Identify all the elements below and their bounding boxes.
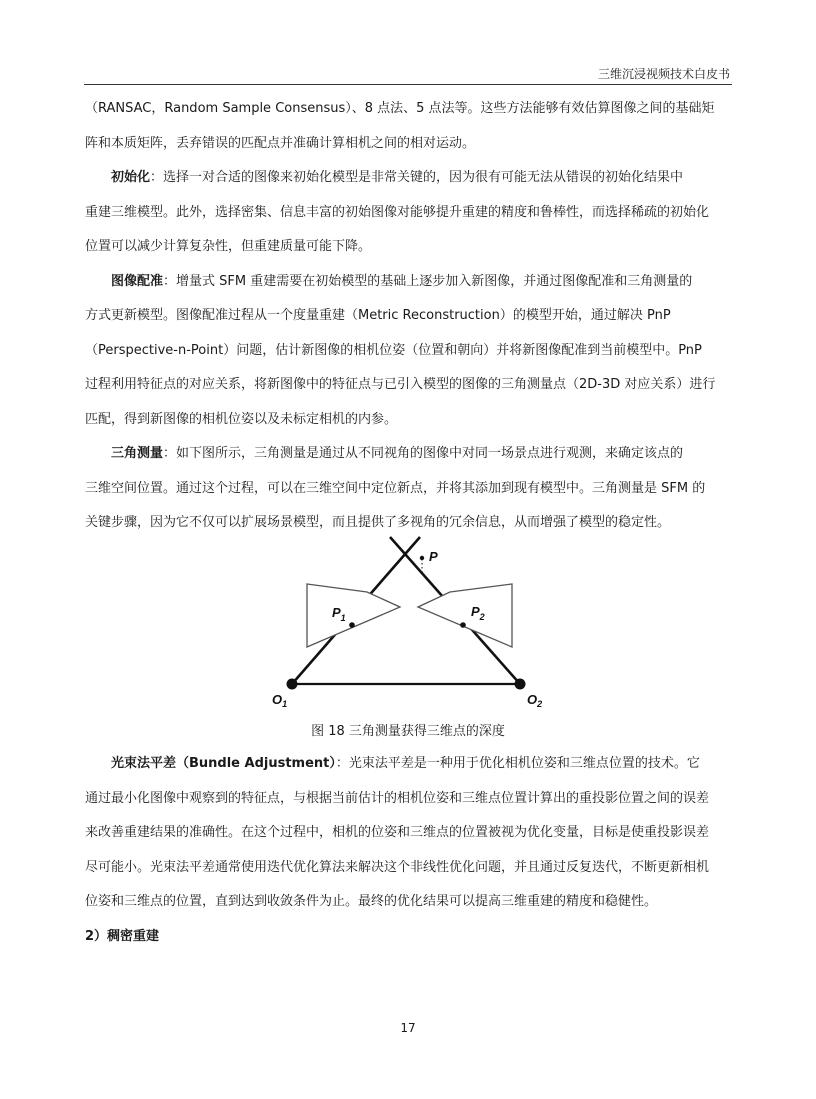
point-p2	[460, 622, 466, 628]
text-line: 重建三维模型。此外，选择密集、信息丰富的初始图像对能够提升重建的精度和鲁棒性，而选择稀疏的初始化	[85, 204, 710, 220]
label-p1: $P_1$	[332, 605, 346, 623]
camera-center-o2	[515, 679, 526, 690]
text-line: 三维空间位置。通过这个过程，可以在三维空间中定位新点，并将其添加到现有模型中。三角测量是 SFM 的	[85, 480, 706, 496]
header-rule	[84, 84, 732, 85]
label-p2: $P_2$	[471, 604, 485, 622]
term-bundle-adjustment: 光束法平差（Bundle Adjustment）	[111, 756, 336, 771]
text-line: 位姿和三维点的位置，直到达到收敛条件为止。最终的优化结果可以提高三维重建的精度和稳健性。	[85, 894, 658, 909]
text-line: 匹配，得到新图像的相机位姿以及未标定相机的内参。	[85, 411, 398, 427]
term-image-registration: 图像配准	[111, 273, 164, 289]
image-plane-left	[307, 584, 400, 647]
triangulation-figure	[270, 532, 560, 710]
term-triangulation: 三角测量	[111, 446, 164, 461]
text-line: 尽可能小。光束法平差通常使用迭代优化算法来解决这个非线性优化问题，并且通过反复迭代，不断更新相机	[85, 859, 710, 875]
figure-caption: 图 18 三角测量获得三维点的深度	[311, 724, 505, 739]
page-number: 17	[400, 1021, 416, 1035]
label-o2: $O_2$	[527, 692, 543, 709]
body-text-bottom	[85, 747, 731, 920]
text-line: （RANSAC，Random Sample Consensus）、8 点法、5 点法等。这些方法能够有效估算图像之间的基础矩	[85, 101, 715, 116]
text-run: ：增量式 SFM 重建需要在初始模型的基础上逐步加入新图像，并通过图像配准和三角测量的	[163, 273, 693, 289]
paragraph-image-registration	[85, 265, 731, 438]
text-line: 来改善重建结果的准确性。在这个过程中，相机的位姿和三维点的位置被视为优化变量，目标是使重投影误差	[85, 825, 710, 840]
paragraph-triangulation	[85, 437, 731, 541]
point-p	[420, 556, 424, 560]
text-line	[85, 161, 731, 196]
text-line: 过程利用特征点的对应关系，将新图像中的特征点与已引入模型的图像的三角测量点（2D-3D 对应关系）进行	[85, 377, 716, 392]
label-o1: $O_1$	[272, 692, 288, 709]
paragraph-ransac	[85, 92, 731, 161]
term-initialization: 初始化	[111, 170, 151, 185]
text-run: ：光束法平差是一种用于优化相机位姿和三维点位置的技术。它	[335, 756, 700, 771]
body-text-top	[85, 92, 731, 541]
paragraph-bundle-adjustment	[85, 747, 731, 920]
text-run: ：如下图所示，三角测量是通过从不同视角的图像中对同一场景点进行观测，来确定该点的	[163, 446, 684, 461]
text-line	[85, 747, 731, 782]
text-line: 关键步骤，因为它不仅可以扩展场景模型，而且提供了多视角的冗余信息，从而增强了模型的稳定性。	[85, 515, 671, 530]
text-line: 通过最小化图像中观察到的特征点，与根据当前估计的相机位姿和三维点位置计算出的重投影位置之间的误差	[85, 790, 710, 806]
text-line: 方式更新模型。图像配准过程从一个度量重建（Metric Reconstruction）的模型开始，通过解决 PnP	[85, 308, 671, 323]
image-plane-right	[418, 584, 512, 647]
point-p1	[349, 622, 355, 628]
running-header: 三维沉浸视频技术白皮书	[597, 67, 730, 81]
camera-center-o1	[287, 679, 298, 690]
label-p: P	[429, 549, 438, 564]
text-run: ：选择一对合适的图像来初始化模型是非常关键的，因为很有可能无法从错误的初始化结果中	[150, 170, 684, 185]
paragraph-initialization	[85, 161, 731, 265]
text-line: 位置可以减少计算复杂性，但重建质量可能下降。	[85, 239, 372, 254]
section-heading: 2）稠密重建	[85, 929, 160, 944]
text-line	[85, 265, 731, 300]
text-line	[85, 437, 731, 472]
text-line: 阵和本质矩阵，丢弃错误的匹配点并准确计算相机之间的相对运动。	[85, 135, 476, 151]
text-line: （Perspective-n-Point）问题，估计新图像的相机位姿（位置和朝向）并将新图像配准到当前模型中。PnP	[85, 342, 702, 358]
